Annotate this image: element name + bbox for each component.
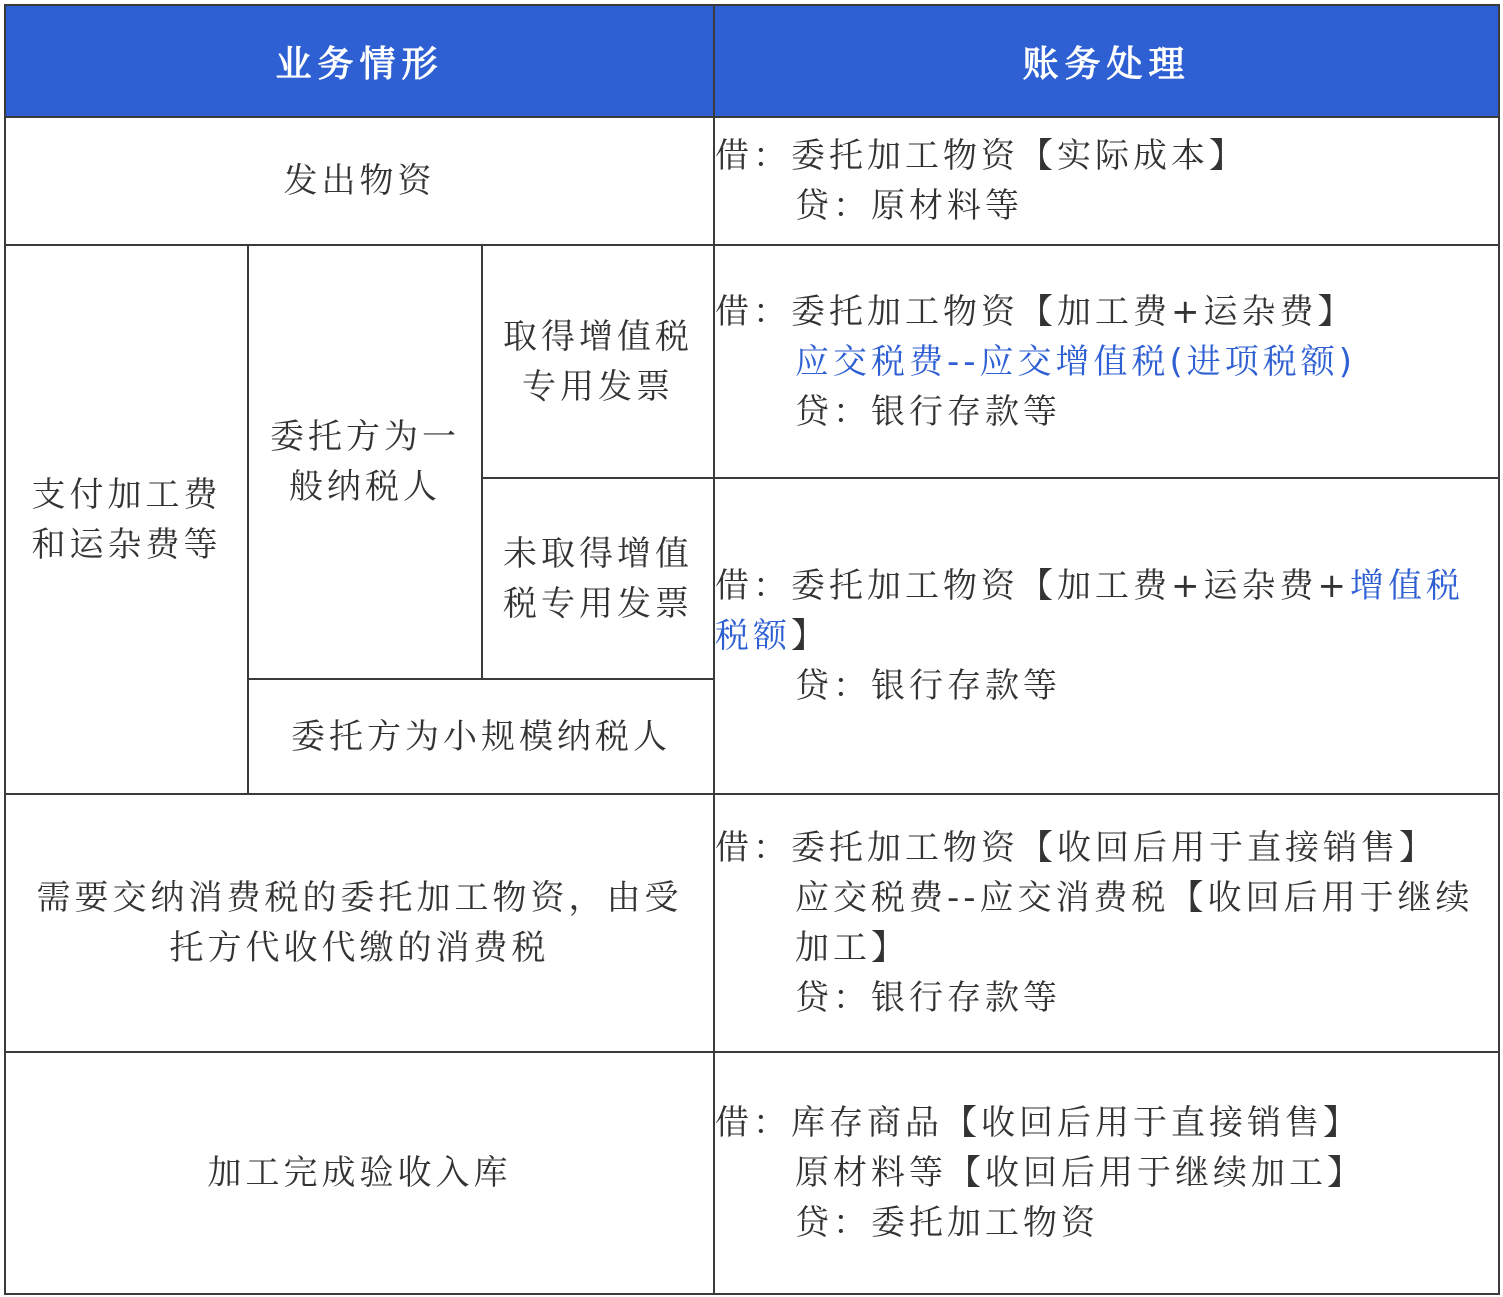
entry-with-invoice — [714, 245, 1499, 478]
table-row — [5, 1052, 1499, 1294]
entry-complete — [714, 1052, 1499, 1294]
situation-without-invoice: 未取得增值税专用发票 — [482, 478, 714, 679]
table-row — [5, 117, 1499, 245]
entry-line: 借：库存商品【收回后用于直接销售】 — [715, 1103, 1361, 1143]
entry-line-highlight: 应交税费--应交增值税(进项税额) — [795, 341, 1357, 382]
situation-small-taxpayer: 委托方为小规模纳税人 — [248, 679, 714, 794]
entry-line: 借：委托加工物资【实际成本】 — [715, 136, 1247, 176]
entry-without-invoice — [714, 478, 1499, 794]
entry-line: 借：委托加工物资【收回后用于直接销售】 — [715, 828, 1437, 868]
vat-highlight: 增值税税额 — [715, 566, 1464, 656]
header-accounting: 账务处理 — [714, 5, 1499, 117]
table-header-row — [5, 5, 1499, 117]
entry-line: 贷：委托加工物资 — [795, 1203, 1099, 1243]
entry-line: 贷：银行存款等 — [795, 666, 1061, 706]
situation-ship: 发出物资 — [5, 117, 714, 245]
situation-with-invoice: 取得增值税专用发票 — [482, 245, 714, 478]
situation-general-taxpayer: 委托方为一般纳税人 — [248, 245, 482, 679]
entry-line: 贷：原材料等 — [795, 186, 1023, 226]
accounting-table — [4, 4, 1500, 1295]
entry-consumption-tax — [714, 794, 1499, 1052]
entry-line: 借：委托加工物资【加工费+运杂费+增值税税额】 — [715, 566, 1464, 656]
situation-consumption-tax: 需要交纳消费税的委托加工物资，由受托方代收代缴的消费税 — [5, 794, 714, 1052]
entry-ship — [714, 117, 1499, 245]
entry-line: 应交税费--应交消费税【收回后用于继续加工】 — [795, 878, 1474, 968]
entry-line: 借：委托加工物资【加工费+运杂费】 — [715, 291, 1356, 332]
entry-line: 原材料等【收回后用于继续加工】 — [795, 1153, 1365, 1193]
situation-pay: 支付加工费和运杂费等 — [5, 245, 248, 794]
header-situation: 业务情形 — [5, 5, 714, 117]
entry-line: 贷：银行存款等 — [795, 978, 1061, 1018]
table-row — [5, 794, 1499, 1052]
entry-line: 贷：银行存款等 — [795, 391, 1061, 432]
situation-complete: 加工完成验收入库 — [5, 1052, 714, 1294]
table-row — [5, 245, 1499, 478]
